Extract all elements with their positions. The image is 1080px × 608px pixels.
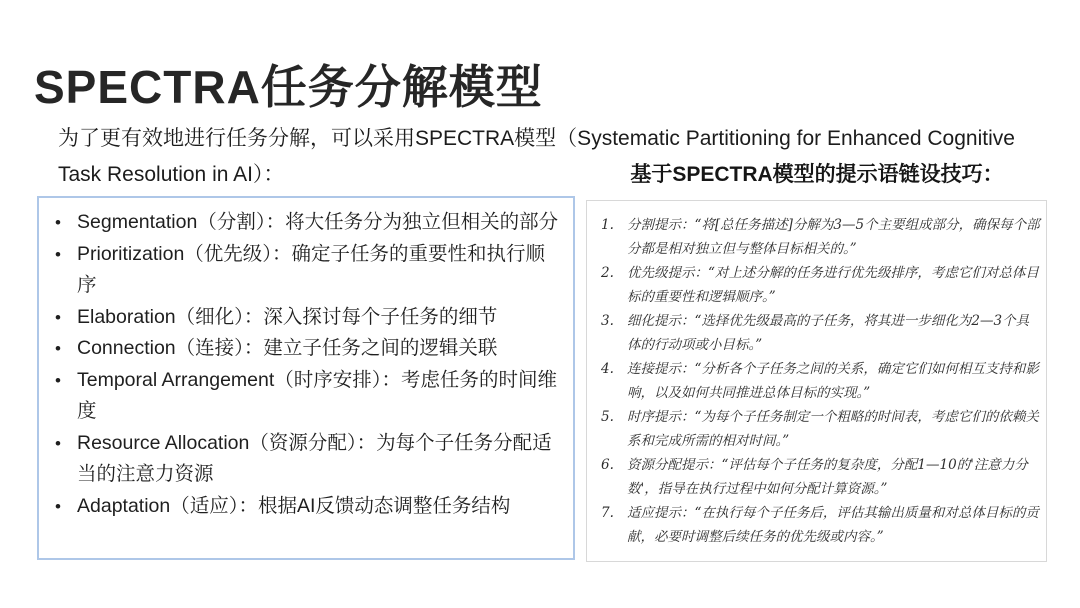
item-number: 4. [601,361,614,377]
list-item [41,207,561,239]
item-number: 6. [601,457,614,473]
item-text: 优先级提示：“对上述分解的任务进行优先级排序，考虑它们对总体目标的重要性和逻辑顺序。” [627,265,1039,305]
list-item [41,365,561,428]
item-text: 适应提示：“在执行每个子任务后，评估其输出质量和对总体目标的贡献，必要时调整后续任务的优先级或内容。” [627,505,1039,545]
item-text: 分割提示：“将[总任务描述]分解为3—5个主要组成部分，确保每个部分都是相对独立但与整体目标相关的。” [627,217,1040,257]
list-item-text: Adaptation（适应）：根据AI反馈动态调整任务结构 [77,494,511,517]
item-text: 连接提示：“分析各个子任务之间的关系，确定它们如何相互支持和影响，以及如何共同推进总体目标的实现。” [627,361,1039,401]
intro-text: 为了更有效地进行任务分解，可以采用SPECTRA模型（Systematic Partitioning for Enhanced Cognitive Task Resolution in AI）： [58,127,1015,186]
list-item [41,491,561,523]
spectra-model-box [37,196,575,560]
prompt-item [587,357,1040,405]
list-item-text: Resource Allocation（资源分配）：为每个子任务分配适当的注意力资源 [77,431,552,485]
prompt-item [587,405,1040,453]
prompt-section-heading: 基于SPECTRA模型的提示语链设技巧： [630,163,1004,186]
item-number: 2. [601,265,614,281]
item-text: 时序提示：“为每个子任务制定一个粗略的时间表，考虑它们的依赖关系和完成所需的相对时间。” [627,409,1039,449]
list-item [41,333,561,365]
item-text: 资源分配提示：“评估每个子任务的复杂度，分配1—10的'注意力分数'，指导在执行过程中如何分配计算资源。” [627,457,1028,497]
list-item [41,302,561,334]
bullet-icon: • [55,339,61,358]
prompt-item [587,261,1040,309]
prompt-item [587,501,1040,549]
list-item-text: Prioritization（优先级）：确定子任务的重要性和执行顺序 [77,242,546,296]
bullet-icon: • [55,433,61,453]
page-title: SPECTRA任务分解模型 [34,60,543,113]
list-item [41,428,561,491]
list-item-text: Elaboration（细化）：深入探讨每个子任务的细节 [77,305,498,328]
item-number: 1. [601,217,614,233]
list-item-text: Temporal Arrangement（时序安排）：考虑任务的时间维度 [77,368,558,422]
prompt-item [587,309,1040,357]
item-text: 细化提示：“选择优先级最高的子任务，将其进一步细化为2—3个具体的行动项或小目标。” [627,313,1030,353]
bullet-icon: • [55,370,61,390]
item-number: 5. [601,409,614,425]
spectra-list [39,198,573,522]
list-item-text: Segmentation（分割）：将大任务分为独立但相关的部分 [77,211,559,233]
bullet-icon: • [55,496,61,516]
bullet-icon: • [55,307,61,327]
item-number: 7. [601,505,614,521]
list-item-text: Connection（连接）：建立子任务之间的逻辑关联 [77,337,498,359]
prompt-list [587,201,1046,549]
bullet-icon: • [55,244,61,264]
prompt-tips-box [586,200,1047,562]
bullet-icon: • [55,213,61,232]
list-item [41,239,561,302]
item-number: 3. [601,313,614,329]
prompt-item [587,213,1040,261]
prompt-item [587,453,1040,501]
